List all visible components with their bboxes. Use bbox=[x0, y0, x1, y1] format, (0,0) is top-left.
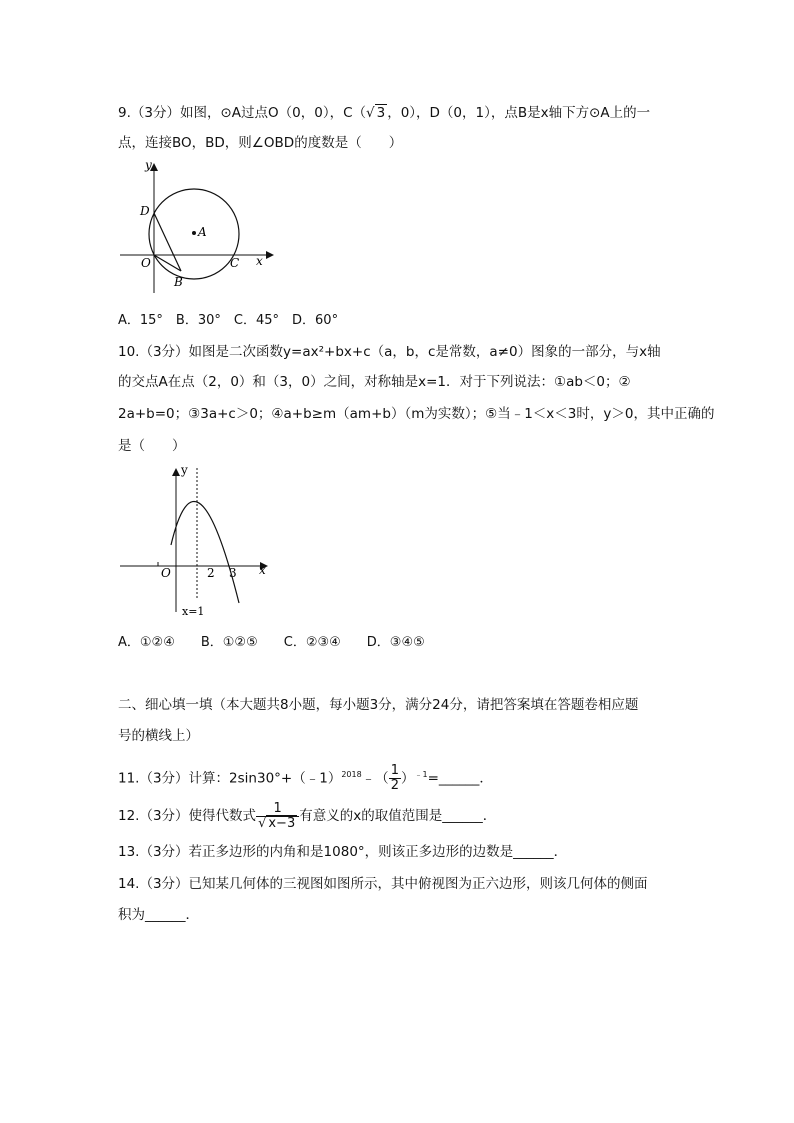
q10-options: A．①②④ B．①②⑤ C．②③④ D．③④⑤ bbox=[118, 635, 425, 650]
q10-stem-line2: 的交点A在点（2，0）和（3，0）之间，对称轴是x=1．对于下列说法：①ab＜0；② bbox=[118, 374, 631, 390]
parabola-curve bbox=[171, 501, 239, 603]
q12-text-b: 有意义的x的取值范围是______． bbox=[299, 808, 497, 824]
sqrt-symbol: √ bbox=[366, 105, 375, 121]
section2-heading-line2: 号的横线上） bbox=[118, 728, 199, 744]
label-a: A bbox=[198, 225, 207, 239]
q13: 13.（3分）若正多边形的内角和是1080°，则该正多边形的边数是______． bbox=[118, 844, 568, 860]
label-x-equals-1: x=1 bbox=[182, 605, 205, 618]
q10-stem-line1: 10.（3分）如图是二次函数y=ax²+bx+c（a，b，c是常数，a≠0）图象的一部分，与x轴 bbox=[118, 344, 661, 360]
q12-text-a: 12.（3分）使得代数式 bbox=[118, 808, 257, 824]
q9-sqrt3: 3 bbox=[376, 105, 386, 121]
label-c: C bbox=[230, 256, 240, 270]
label-y: y bbox=[181, 463, 188, 477]
label-o: O bbox=[161, 566, 171, 580]
q12-radicand: x−3 bbox=[268, 815, 296, 831]
q11 bbox=[118, 760, 493, 793]
q9-stem-line1 bbox=[118, 103, 650, 123]
q11-text-a: 11.（3分）计算：2sin30°+（﹣1） bbox=[118, 770, 342, 787]
label-2: 2 bbox=[207, 566, 215, 580]
q9-circle-figure bbox=[118, 155, 278, 295]
segment-bd bbox=[154, 213, 181, 271]
q11-exponent: 2018 bbox=[341, 770, 362, 779]
q9-text-b: ，0），D（0，1），点B是x轴下方⊙A上的一 bbox=[387, 105, 651, 121]
q9-text-a: 9.（3分）如图，⊙A过点O（0，0），C（ bbox=[118, 105, 366, 121]
q14-line2: 积为______． bbox=[118, 907, 199, 923]
label-x: x bbox=[259, 563, 266, 577]
q11-denominator: 2 bbox=[390, 778, 399, 793]
q11-fraction bbox=[389, 764, 401, 793]
q12-denominator: √ x−3 bbox=[258, 815, 296, 831]
q11-text-d: =______． bbox=[427, 770, 493, 787]
label-3: 3 bbox=[229, 566, 237, 580]
q12-numerator: 1 bbox=[256, 802, 299, 817]
label-b: B bbox=[174, 275, 183, 289]
q11-text-c: ） bbox=[400, 770, 415, 787]
q10-parabola-figure bbox=[118, 460, 278, 620]
y-axis-arrow-icon bbox=[172, 468, 180, 476]
q11-numerator: 1 bbox=[390, 763, 399, 778]
q11-text-b: ﹣（ bbox=[361, 770, 389, 787]
x-axis-arrow-icon bbox=[266, 251, 274, 259]
section2-heading-line1: 二、细心填一填（本大题共8小题，每小题3分，满分24分，请把答案填在答题卷相应题 bbox=[118, 697, 639, 713]
center-a-dot bbox=[192, 231, 196, 235]
q11-exponent2: ﹣1 bbox=[414, 770, 428, 779]
q12-fraction bbox=[256, 802, 299, 831]
q10-stem-line4: 是（ ） bbox=[118, 438, 186, 454]
q9-options: A．15° B．30° C．45° D．60° bbox=[118, 313, 339, 328]
label-o: O bbox=[141, 256, 151, 270]
q10-stem-line3: 2a+b=0；③3a+c＞0；④a+b≥m（am+b）（m为实数）；⑤当﹣1＜x＜3时，y＞0，其中正确的 bbox=[118, 406, 715, 422]
label-y: y bbox=[145, 158, 152, 172]
label-d: D bbox=[140, 204, 150, 218]
q14-line1: 14.（3分）已知某几何体的三视图如图所示，其中俯视图为正六边形，则该几何体的侧面 bbox=[118, 876, 648, 892]
label-x: x bbox=[256, 254, 263, 268]
q12 bbox=[118, 800, 496, 832]
q9-stem-line2: 点，连接BO，BD，则∠OBD的度数是（ ） bbox=[118, 135, 403, 151]
